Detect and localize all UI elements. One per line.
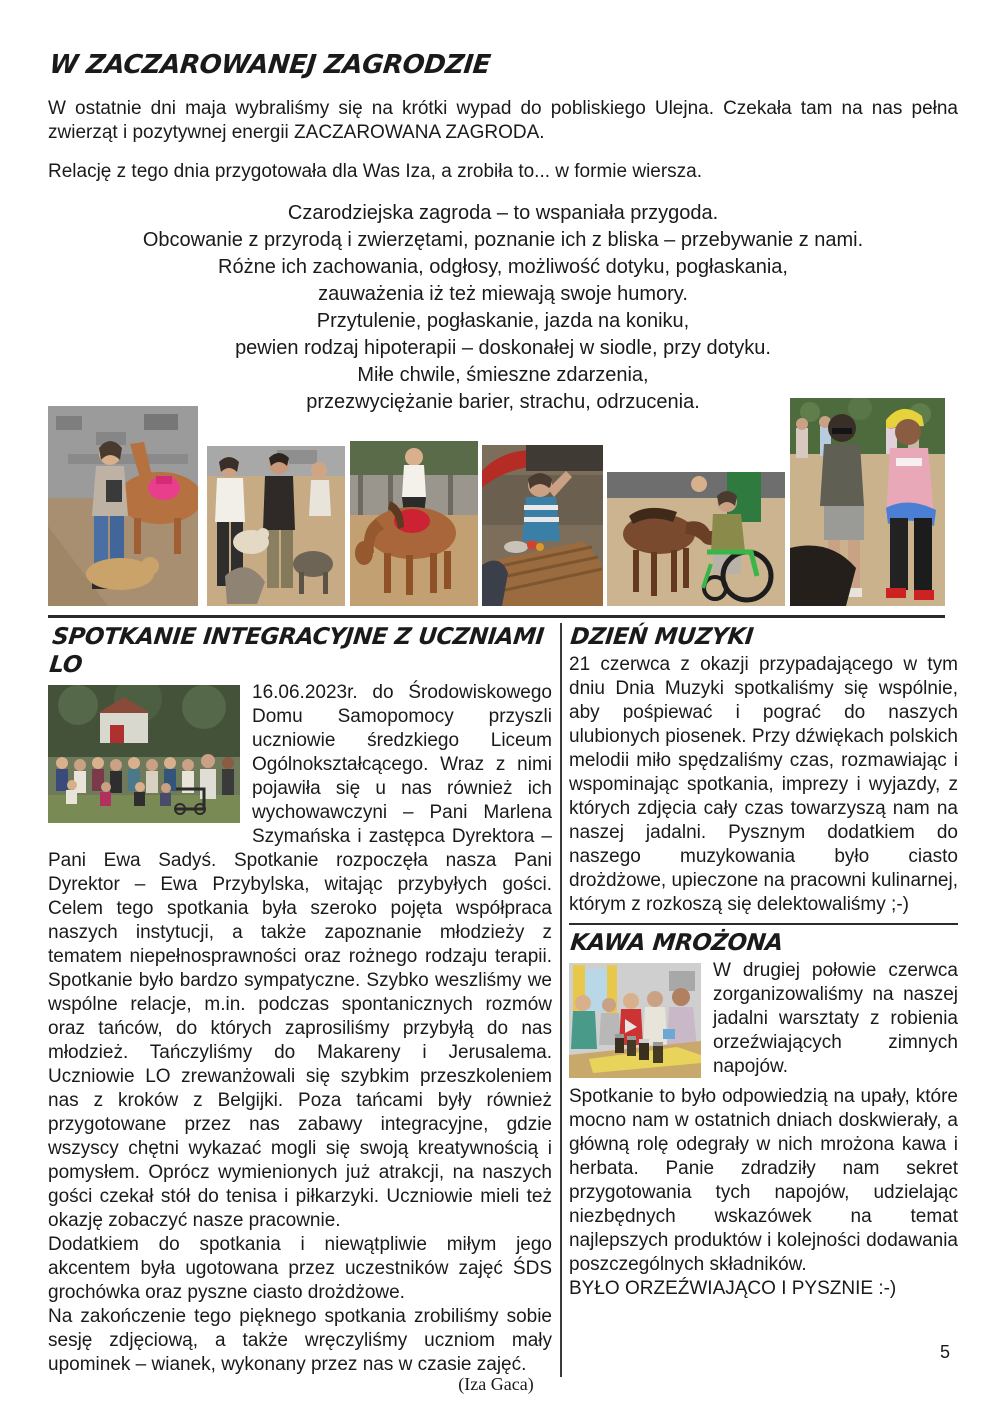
kawa-paragraph-1: W drugiej połowie czerwca zorganizowaliśmy na naszej jadalni warsztaty z robienia orzeźwiających zimnych napojów. (713, 960, 958, 1077)
right-column (560, 623, 958, 1377)
page-number: 5 (939, 1342, 950, 1362)
kawa-final-line: BYŁO ORZEŹWIAJĄCO I PYSZNIE :-) (569, 1278, 897, 1299)
left-article-paragraph-3: Na zakończenie tego pięknego spotkania zrobiliśmy sobie sesję zdjęciową, a także wręczyliśmy uczniom mały upominek – wianek, wykonany przez nas w czasie zajęć. (48, 1306, 552, 1375)
photo-pony-with-person-in-wheelchair (607, 472, 785, 606)
poem-line: Miłe chwile, śmieszne zdarzenia, (357, 364, 649, 386)
poem-line: Różne ich zachowania, odgłosy, możliwość dotyku, pogłaskania, (218, 256, 788, 278)
page-title: W ZACZAROWANEJ ZAGRODZIE (48, 50, 492, 80)
muzyki-article-title: DZIEŃ MUZYKI (569, 624, 755, 650)
photo-strip (0, 396, 992, 608)
photo-iced-coffee-workshop (569, 963, 701, 1078)
kawa-article-title: KAWA MROŻONA (569, 930, 784, 956)
poem-line: Obcowanie z przyrodą i zwierzętami, poznanie ich z bliska – przebywanie z nami. (142, 229, 864, 251)
intro-paragraph-1: W ostatnie dni maja wybraliśmy się na krótki wypad do pobliskiego Ulejna. Czekała tam na nas pełna zwierząt i pozytywnej energii ZACZAROWANA ZAGRODA. (48, 98, 958, 143)
poem-line: Przytulenie, pogłaskanie, jazda na koniku, (316, 310, 690, 332)
poem (48, 200, 958, 416)
author-credit: (Iza Gaca) (458, 1374, 534, 1394)
photo-people-petting-goats (207, 446, 345, 606)
poem-line: zauważenia iż też miewają swoje humory. (318, 283, 688, 305)
poem-line: przezwyciężanie barier, strachu, odrzucenia. (306, 391, 700, 413)
kawa-divider-line (569, 923, 958, 925)
photo-rider-on-brown-horse (350, 441, 478, 606)
poem-line: Czarodziejska zagroda – to wspaniała przygoda. (287, 202, 719, 224)
photo-two-women-walking-on-farm-path (790, 398, 945, 606)
kawa-paragraph-2: Spotkanie to było odpowiedzią na upały, które mocno nam w ostatnich dniach doskwierały, a główną rolę odegrały w nich mrożona kawa i herbata. Panie zdradziły nam sekret przygotowania tych napojów, udzielając niezbędnych wskazówek na temat najlepszych produktów i kolejności dodawania poszczególnych składników. (569, 1086, 958, 1275)
intro-paragraph-2: Relację z tego dnia przygotowała dla Was Iza, a zrobiła to... w formie wiersza. (48, 161, 703, 182)
left-article-paragraph-2: Dodatkiem do spotkania i niewątpliwie miłym jego akcentem była ugotowana przez uczestników zajęć ŚDS grochówka oraz pyszne ciasto drożdżowe. (48, 1234, 552, 1303)
photo-group-under-trees (48, 685, 240, 823)
photo-person-at-table-under-red-umbrella (482, 445, 603, 606)
section-divider-line (48, 615, 945, 618)
poem-line: pewien rodzaj hipoterapii – doskonałej w siodle, przy dotyku. (235, 337, 771, 359)
muzyki-paragraph: 21 czerwca z okazji przypadającego w tym dniu Dnia Muzyki spotkaliśmy się wspólnie, aby pośpiewać i pograć do naszych ulubionych piosenek. Przy dźwiękach polskich melodii miło spędzaliśmy czas, rozmawiając i wspominając spotkania, imprezy i wyjazdy, z których zdjęcia cały czas towarzyszą nam na naszej jadalni. Pysznym dodatkiem do naszego muzykowania było ciasto drożdżowe, upieczone na pracowni kulinarnej, którym z rozkoszą się delektowaliśmy ;-) (569, 654, 958, 915)
left-article-paragraph-1: 16.06.2023r. do Środowiskowego Domu Samopomocy przyszli uczniowie średzkiego Liceum Ogólnokształcącego. Wraz z nimi pojawiła się u nas również ich wychowawczyni – Pani Marlena Szymańska i zastępca Dyrektora – Pani Ewa Sadyś. Spotkanie rozpoczęła nasza Pani Dyrektor – Ewa Przybylska, witając przybyłych gości. Celem tego spotkania była szeroko pojęta współpraca naszych instytucji, a także zapoznanie młodzieży z tematem niepełnosprawności oraz rożnego rodzaju terapii. Spotkanie było bardzo sympatyczne. Szybko weszliśmy we wspólne relacje, m.in. podczas spontanicznych rozmów oraz tańców, do których zaprosiliśmy przybyłą do nas młodzież. Tańczyliśmy do Makareny i Jerusalema. Uczniowie LO zrewanżowali się szybkim przeszkoleniem nas z kroków z Belgijki. Poza tańcami były również przygotowane przez nas zabawy integracyjne, gdzie wszyscy chętni wykazać mogli się swoją kreatywnością i pomysłem. Oprócz wymienionych już atrakcji, na naszych gości czekał stół do tenisa i piłkarzyki. Uczniowie mieli też okazję zobaczyć nasze pracownie. (48, 682, 552, 1231)
left-article-title: SPOTKANIE INTEGRACYJNE Z UCZNIAMI LO (48, 624, 546, 678)
photo-woman-with-horse-and-goat (48, 406, 198, 606)
left-column (48, 623, 552, 1377)
